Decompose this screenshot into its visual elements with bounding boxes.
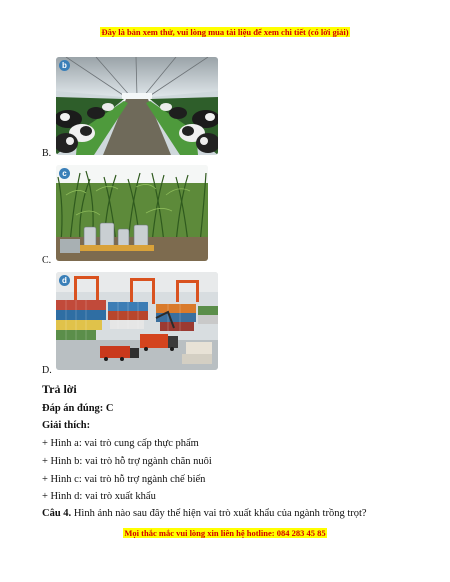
hotline-text: Mọi thắc mắc vui lòng xin liên hệ hotline: 084 283 45 85 bbox=[124, 528, 326, 538]
image-d-container-port bbox=[56, 272, 218, 370]
image-tag-c: c bbox=[59, 168, 70, 179]
hotline-banner bbox=[0, 528, 450, 538]
option-d-label: D. bbox=[42, 365, 52, 376]
image-tag-d: d bbox=[59, 275, 70, 286]
option-c-label: C. bbox=[42, 255, 52, 266]
explanation-line: + Hình c: vai trò hỗ trợ ngành chế biến bbox=[42, 474, 206, 485]
sugarcane-field-illustration bbox=[56, 165, 208, 261]
correct-answer: Đáp án đúng: C bbox=[42, 403, 114, 414]
explanation-line: + Hình a: vai trò cung cấp thực phẩm bbox=[42, 438, 199, 449]
explanation-line: + Hình d: vai trò xuất khẩu bbox=[42, 491, 156, 502]
answer-heading: Trả lời bbox=[42, 382, 77, 396]
question-text: Hình ảnh nào sau đây thể hiện vai trò xuất khẩu của ngành trồng trọt? bbox=[71, 508, 367, 519]
question-number: Câu 4. bbox=[42, 508, 72, 519]
image-tag-b: b bbox=[59, 60, 70, 71]
preview-notice-text: Đây là bản xem thử, vui lòng mua tài liệu để xem chi tiết (có lời giải) bbox=[101, 27, 349, 37]
dairy-barn-illustration bbox=[56, 57, 218, 155]
image-b-dairy-barn bbox=[56, 57, 218, 155]
option-b-label: B. bbox=[42, 148, 52, 159]
explanation-line: + Hình b: vai trò hỗ trợ ngành chăn nuôi bbox=[42, 456, 212, 467]
preview-notice-banner bbox=[0, 27, 450, 37]
next-question bbox=[42, 508, 367, 519]
image-c-sugarcane-field bbox=[56, 165, 208, 261]
container-port-illustration bbox=[56, 272, 218, 370]
explanation-heading: Giải thích: bbox=[42, 420, 91, 431]
